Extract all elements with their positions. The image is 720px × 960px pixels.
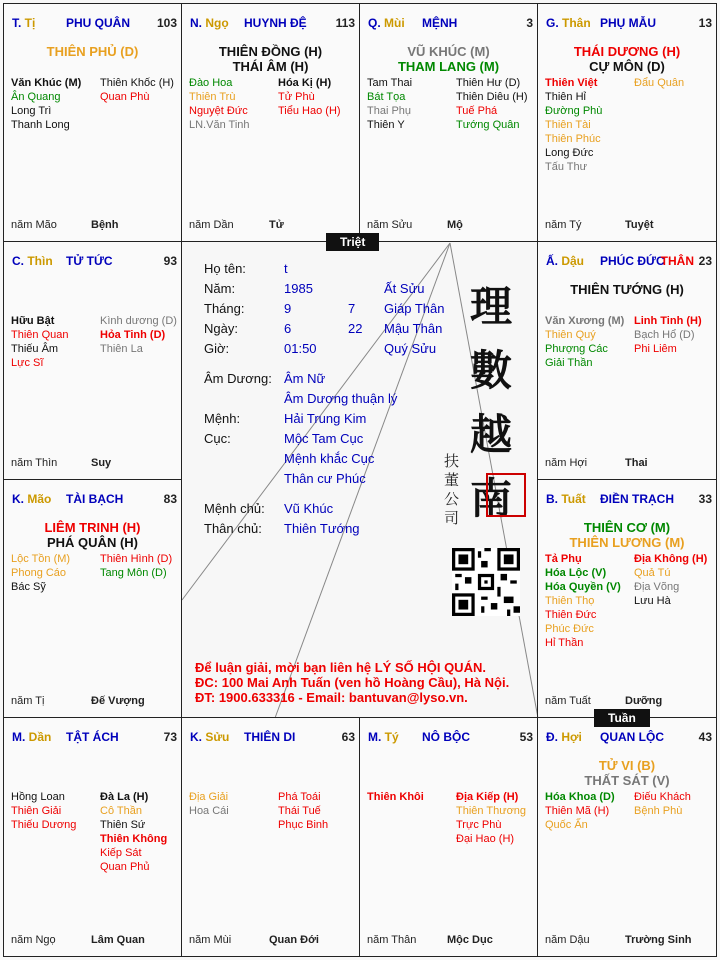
star-item: Phúc Đức [545,623,594,635]
palace-number: 53 [519,730,533,744]
star-item: Thiên Không [100,833,168,845]
main-star: VŨ KHÚC (M) [407,44,490,59]
palace-stage: Suy [91,457,112,469]
palace-stem: Đ. [546,730,562,744]
main-stars [538,520,716,550]
main-stars [538,282,716,297]
palace-than[interactable] [537,3,717,242]
palace-branch [190,730,229,744]
star-item: Thiên Đức [545,609,597,621]
palace-stem: T. [12,16,25,30]
palace-name: QUAN LỘC [600,730,664,744]
palace-stage: Thai [625,457,648,469]
star-item: Tuế Phá [456,105,498,117]
star-item: Hữu Bật [11,315,55,327]
palace-branch [546,16,591,30]
star-item: Quả Tú [634,567,671,579]
small-char-3: 公 [444,490,460,508]
star-item: Thiên Việt [545,77,598,89]
palace-stem: G. [546,16,563,30]
stars-left [545,552,633,650]
than-tag: THÂN [660,254,694,268]
palace-ti[interactable] [3,3,182,242]
main-stars [360,44,537,74]
palace-name: NÔ BỘC [422,730,470,744]
palace-year: năm Tị [11,695,45,707]
main-stars [538,44,716,74]
palace-stage: Tử [269,219,284,231]
star-item: Địa Không (H) [634,553,708,565]
palace-year: năm Thìn [11,457,58,469]
palace-branch [368,16,405,30]
star-item: Thiên Y [367,119,405,131]
calligraphy-char-2: 數 [470,346,513,395]
star-item: Giải Thần [545,357,593,369]
stars-right [634,790,720,818]
palace-stem: C. [12,254,28,268]
star-item: Tang Môn (D) [100,567,167,579]
small-char-1: 扶 [444,452,460,470]
star-item: Bát Tọa [367,91,406,103]
amduong-value: Âm Nữ [284,371,326,386]
palace-ty[interactable] [359,717,538,957]
palace-stem: N. [190,16,206,30]
star-item: Tấu Thư [545,161,588,173]
palace-number: 63 [341,730,355,744]
palace-number: 73 [163,730,177,744]
main-star: THIÊN PHỦ (D) [46,44,139,59]
star-item: Thiên Quan [11,329,69,341]
palace-branch-name: Thìn [27,254,53,268]
star-item: Đại Hao (H) [456,833,515,845]
star-item: Địa Võng [634,581,680,593]
palace-branch-name: Tuất [561,492,586,506]
calligraphy-char-3: 越 [470,410,513,459]
star-item: Thiên Khốc (H) [100,77,174,89]
palace-header [364,730,533,746]
palace-header [186,730,355,746]
star-item: Văn Khúc (M) [11,77,82,89]
stars-right [278,76,366,118]
palace-branch [546,492,586,506]
star-item: Phi Liêm [634,343,677,355]
star-item: Thiên Hư (D) [456,77,521,89]
palace-branch [12,730,51,744]
main-star: THẤT SÁT (V) [584,773,670,788]
palace-name: ĐIỀN TRẠCH [600,492,674,506]
star-item: Hỏa Tinh (D) [100,329,166,341]
palace-branch [546,254,584,268]
month-lunar: 9 [284,301,292,316]
main-star: THÁI ÂM (H) [232,59,309,74]
palace-number: 33 [698,492,712,506]
palace-number: 23 [698,254,712,268]
cuc-value-2: Mệnh khắc Cục [284,451,375,466]
stars-left [11,76,99,132]
palace-branch-name: Dần [28,730,52,744]
stars-left [11,552,99,594]
palace-header [8,16,177,32]
menhchu-label: Mệnh chủ: [204,501,265,516]
palace-tuat[interactable] [537,479,717,718]
star-item: Tướng Quân [456,119,520,131]
palace-suu[interactable] [181,717,360,957]
palace-stage: Trường Sinh [625,934,692,946]
palace-mui[interactable] [359,3,538,242]
palace-branch-name: Sửu [205,730,230,744]
star-item: Hỉ Thần [545,637,584,649]
palace-stem: K. [12,492,28,506]
main-stars [4,520,181,550]
menh-label: Mệnh: [204,411,241,426]
palace-stem: Q. [368,16,385,30]
palace-hoi[interactable] [537,717,717,957]
main-stars [4,44,181,59]
menh-value: Hải Trung Kim [284,411,367,426]
star-item: Thiên Giải [11,805,62,817]
star-item: Hóa Khoa (D) [545,791,615,803]
palace-year: năm Mùi [189,934,232,946]
palace-name: TẬT ÁCH [66,730,119,744]
palace-mao[interactable] [3,479,182,718]
main-star: THIÊN TƯỚNG (H) [570,282,684,297]
star-item: Long Đức [545,147,594,159]
palace-ngo[interactable] [181,3,360,242]
palace-branch-name: Thân [562,16,591,30]
star-item: Thiên Hình (D) [100,553,173,565]
star-item: Thiếu Âm [11,343,59,355]
palace-branch [12,492,51,506]
thanchu-value: Thiên Tướng [284,521,360,536]
palace-branch-name: Tý [384,730,399,744]
palace-year: năm Hợi [545,457,588,469]
star-item: Bệnh Phù [634,805,683,817]
main-star: PHÁ QUÂN (H) [47,535,138,550]
star-item: Đào Hoa [189,77,233,89]
main-stars [538,758,716,788]
palace-stage: Bệnh [91,219,119,231]
menhchu-value: Vũ Khúc [284,501,334,516]
main-star: CỰ MÔN (D) [589,59,665,74]
star-item: Điếu Khách [634,791,691,803]
star-item: Tả Phụ [545,553,582,565]
stars-right [456,76,544,132]
qr-code[interactable] [452,548,520,616]
month-solar: 7 [348,301,356,316]
main-star: TỬ VI (B) [598,758,656,773]
palace-stage: Đế Vượng [91,695,145,707]
star-item: Văn Xương (M) [545,315,625,327]
star-item: Thai Phụ [367,105,412,117]
star-item: Thiên Thọ [545,595,595,607]
star-item: Quan Phù [100,91,150,103]
star-item: LN.Văn Tinh [189,119,250,131]
contact-line-3[interactable]: ĐT: 1900.633316 - Email: bantuvan@lyso.vn. [195,690,468,705]
day-canchi: Mậu Thân [384,321,443,336]
small-char-4: 司 [444,509,460,527]
palace-header [8,730,177,746]
palace-header [542,16,712,32]
palace-name: TÀI BẠCH [66,492,124,506]
year-value: 1985 [284,281,313,296]
calligraphy-char-1: 理 [470,282,513,331]
palace-header [8,492,177,508]
contact-line-1: Để luận giải, mời bạn liên hệ LÝ SỐ HỘI QUÁN. [195,660,486,675]
cuc-value-3: Thân cư Phúc [284,471,366,486]
stars-right [634,314,720,356]
star-item: Thiên Diêu (H) [456,91,528,103]
main-star: THIÊN ĐỒNG (H) [218,44,323,59]
star-item: Kiếp Sát [100,847,142,859]
palace-thin[interactable] [3,241,182,480]
palace-number: 13 [698,16,712,30]
star-item: Thiên Hỉ [545,91,586,103]
palace-header [542,730,712,746]
cuc-value: Mộc Tam Cục [284,431,364,446]
stars-right [100,314,188,356]
palace-name: TỬ TỨC [66,254,113,268]
palace-dan[interactable] [3,717,182,957]
star-item: Thanh Long [11,119,70,131]
star-item: Hóa Quyền (V) [545,581,621,593]
name-value: t [284,261,288,276]
stars-right [278,790,366,832]
palace-stem: K. [190,730,206,744]
stars-right [456,790,544,846]
star-item: Bạch Hổ (D) [634,329,695,341]
star-item: Phá Toái [278,791,321,803]
palace-header [364,16,533,32]
year-canchi: Ất Sửu [384,281,425,296]
contact-line-2: ĐC: 100 Mai Anh Tuấn (ven hồ Hoàng Cầu), Hà Nội. [195,675,510,690]
star-item: Ân Quang [11,91,61,103]
palace-header [186,16,355,32]
palace-year: năm Thân [367,934,417,946]
palace-stem: Ấ. [546,254,562,268]
palace-number: 3 [526,16,533,30]
stars-right [100,76,188,104]
star-item: Thiên Sứ [100,819,146,831]
star-item: Hoa Cái [189,805,229,817]
palace-year: năm Sửu [367,219,413,231]
stars-right [100,552,188,580]
palace-stage: Dưỡng [625,695,663,707]
palace-year: năm Ngọ [11,934,56,946]
cuc-label: Cục: [204,431,231,446]
star-item: Thiên Trù [189,91,236,103]
triet-marker: Triệt [326,233,379,251]
tuan-marker: Tuần [594,709,650,727]
amduong-label: Âm Dương: [204,371,272,386]
star-item: Long Trì [11,105,52,117]
star-item: Cô Thần [100,805,142,817]
palace-header [8,254,177,270]
star-item: Phong Cáo [11,567,67,579]
main-star: LIÊM TRINH (H) [44,520,141,535]
star-item: Tam Thai [367,77,413,89]
stars-right [100,790,188,874]
palace-branch [190,16,229,30]
stars-left [367,790,455,804]
palace-stage: Tuyệt [625,219,654,231]
palace-stage: Mộ [447,219,463,231]
stars-left [11,790,99,832]
star-item: Thiên Quý [545,329,596,341]
day-lunar: 6 [284,321,292,336]
stars-left [189,790,277,818]
palace-branch-name: Tị [24,16,36,30]
palace-year: năm Tuất [545,695,591,707]
day-label: Ngày: [204,321,238,336]
amduong-value-2: Âm Dương thuận lý [284,391,398,406]
stars-left [11,314,99,370]
stars-left [545,314,633,370]
small-char-2: 董 [444,471,460,489]
star-item: Thiên Phúc [545,133,601,145]
star-item: Thiên Tài [545,119,591,131]
palace-year: năm Tý [545,219,582,231]
palace-stage: Lâm Quan [91,934,145,946]
star-item: Linh Tinh (H) [634,315,702,327]
star-item: Đẩu Quân [634,77,685,89]
palace-branch-name: Mùi [384,16,405,30]
palace-header [542,492,712,508]
hour-value: 01:50 [284,341,317,356]
palace-name: PHU QUÂN [66,16,131,30]
hour-label: Giờ: [204,341,230,356]
star-item: Lưu Hà [634,595,671,607]
month-canchi: Giáp Thân [384,301,445,316]
palace-dau[interactable] [537,241,717,480]
star-item: Trực Phù [456,819,502,831]
star-item: Nguyệt Đức [189,105,248,117]
small-calligraphy [444,452,464,528]
stars-left [545,76,633,174]
name-label: Họ tên: [204,261,246,276]
palace-number: 103 [156,16,177,30]
palace-branch [12,254,53,268]
main-star: THAM LANG (M) [397,59,500,74]
palace-stage: Quan Đới [269,934,319,946]
star-item: Kình dương (D) [100,315,177,327]
palace-branch-name: Hợi [561,730,582,744]
red-seal-stamp [486,473,526,517]
stars-left [545,790,633,832]
palace-year: năm Mão [11,219,57,231]
star-item: Phượng Các [545,343,608,355]
palace-stem: M. [12,730,29,744]
palace-branch-name: Mão [27,492,52,506]
palace-stem: M. [368,730,385,744]
palace-stage: Mộc Dục [447,934,493,946]
star-item: Quốc Ấn [545,819,588,831]
contact-info [195,660,509,705]
main-stars [182,44,359,74]
main-star: THIÊN CƠ (M) [583,520,671,535]
palace-year: năm Dậu [545,934,590,946]
stars-left [189,76,277,132]
star-item: Thiếu Dương [11,819,77,831]
main-star: THÁI DƯƠNG (H) [573,44,681,59]
stars-right [634,552,720,608]
day-solar: 22 [348,321,363,336]
stars-right [634,76,720,90]
hour-canchi: Quý Sửu [384,341,437,356]
thanchu-label: Thân chủ: [204,521,262,536]
palace-branch [12,16,35,30]
star-item: Thiên Khôi [367,791,424,803]
star-item: Hồng Loan [11,791,65,803]
stars-left [367,76,455,132]
palace-number: 113 [335,16,355,30]
palace-number: 83 [163,492,177,506]
palace-name: PHỤ MẪU [600,16,656,30]
palace-name: THIÊN DI [244,730,296,744]
star-item: Bác Sỹ [11,581,46,593]
palace-name: HUYNH ĐỆ [244,16,307,30]
star-item: Thiên Mã (H) [545,805,610,817]
star-item: Phục Binh [278,819,329,831]
star-item: Lực Sĩ [11,357,44,369]
palace-number: 43 [698,730,712,744]
month-label: Tháng: [204,301,245,316]
main-star: THIÊN LƯƠNG (M) [569,535,685,550]
palace-year: năm Dần [189,219,234,231]
star-item: Đà La (H) [100,791,149,803]
star-item: Tử Phù [278,91,315,103]
palace-branch [546,730,582,744]
star-item: Tiểu Hao (H) [278,105,341,117]
palace-branch [368,730,399,744]
year-label: Năm: [204,281,236,296]
palace-branch-name: Ngọ [205,16,229,30]
star-item: Thái Tuế [278,805,321,817]
star-item: Địa Kiếp (H) [456,791,519,803]
calligraphy-char-4: 南 [470,474,513,523]
palace-number: 93 [163,254,177,268]
palace-branch-name: Dậu [561,254,585,268]
star-item: Địa Giải [189,791,229,803]
palace-header [542,254,712,270]
star-item: Hóa Kị (H) [278,77,332,89]
star-item: Thiên Thương [456,805,527,817]
palace-stem: B. [546,492,562,506]
star-item: Đường Phù [545,105,603,117]
star-item: Hóa Lộc (V) [545,567,607,579]
palace-name: PHÚC ĐỨC [600,254,665,268]
star-item: Quan Phủ [100,861,150,873]
star-item: Thiên La [100,343,143,355]
star-item: Lộc Tồn (M) [11,553,71,565]
palace-name: MỆNH [422,16,458,30]
